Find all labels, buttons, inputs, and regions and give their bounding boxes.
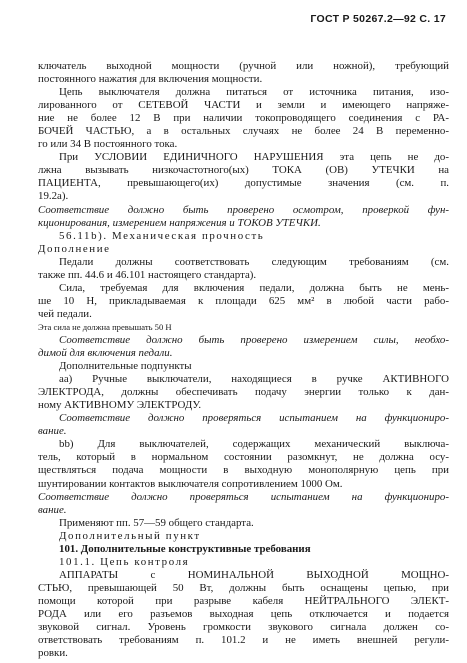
text-line: вание. bbox=[38, 425, 67, 438]
text-line: Соответствие должно проверяться испытанием на функциониро- bbox=[38, 490, 449, 503]
text-line: лжна вызывать низкочастотного(ых) ТОКА (ОВ) УТЕЧКИ на bbox=[38, 164, 449, 177]
text-line: звуковой сигнал. Уровень громкости звукового сигнала должен со- bbox=[38, 621, 449, 634]
text-line: 101.1. Цепь контроля bbox=[59, 555, 190, 568]
text-line: шунтировании контактов выключателя сопротивлением 1000 Ом. bbox=[38, 477, 343, 490]
text-line: лированного от СЕТЕВОЙ ЧАСТИ и земли и имеющего напряже- bbox=[38, 99, 449, 112]
text-line: Сила, требуемая для включения педали, должна быть не мень- bbox=[59, 281, 449, 294]
text-line: 19.2а). bbox=[38, 190, 69, 203]
text-line: Соответствие должно проверяться испытанием на функциониро- bbox=[59, 412, 449, 425]
text-line: помощи которой при разрыве кабеля НЕЙТРАЛЬНОГО ЭЛЕКТ- bbox=[38, 594, 449, 607]
text-line: димой для включения педали. bbox=[38, 347, 173, 360]
text-line: постоянного нажатия для включения мощности. bbox=[38, 73, 263, 86]
text-line: Соответствие должно быть проверено измерением силы, необхо- bbox=[59, 333, 449, 346]
text-line: ответствовать требованиям п. 101.2 и не иметь внешней регули- bbox=[38, 634, 449, 647]
text-line: ществляться подача мощности в выходную монополярную цепь при bbox=[38, 464, 449, 477]
text-line: ЭЛЕКТРОДА, должны обеспечивать подачу энергии только к дан- bbox=[38, 386, 449, 399]
text-line: Применяют пп. 57—59 общего стандарта. bbox=[59, 516, 254, 529]
page-header: ГОСТ Р 50267.2—92 С. 17 bbox=[310, 13, 446, 25]
text-line: Цепь выключателя должна питаться от источника питания, изо- bbox=[59, 86, 449, 99]
text-line: 56.11b). Механическая прочность bbox=[59, 229, 265, 242]
text-line: ключатель выходной мощности (ручной или ножной), требующий bbox=[38, 60, 449, 72]
document-body bbox=[38, 60, 449, 660]
text-line: кционирования, измерением напряжения и ТОКОВ УТЕЧКИ. bbox=[38, 216, 321, 229]
text-line: СТЬЮ, превышающей 50 Вт, должны быть оснащены цепью, при bbox=[38, 581, 449, 594]
text-line: ше 10 Н, прикладываемая к площади 625 мм² в любой части рабо- bbox=[38, 294, 449, 307]
text-line: чей педали. bbox=[38, 307, 92, 320]
text-line: bb) Для выключателей, содержащих механический выключа- bbox=[59, 438, 449, 451]
text-line: БОЧЕЙ ЧАСТЬЮ, а в остальных случаях не более 24 В переменно- bbox=[38, 125, 449, 138]
text-line: ровки. bbox=[38, 647, 68, 660]
text-line: Дополнительный пункт bbox=[59, 529, 201, 542]
text-line: Эта сила не должна превышать 50 Н bbox=[38, 321, 172, 332]
text-line: ному АКТИВНОМУ ЭЛЕКТРОДУ. bbox=[38, 399, 202, 412]
text-line: ПАЦИЕНТА, превышающего(их) допустимые значения (см. п. bbox=[38, 177, 449, 190]
text-line: ние не более 12 В при наличии токопроводящего соединения с РА- bbox=[38, 112, 449, 125]
text-line: РОДА или его разъемов выходная цепь отключается и подается bbox=[38, 607, 449, 620]
text-line: го или 34 В постоянного тока. bbox=[38, 138, 178, 151]
text-line: вание. bbox=[38, 503, 67, 516]
text-line: Дополнение bbox=[38, 242, 111, 255]
text-line: Соответствие должно быть проверено осмотром, проверкой фун- bbox=[38, 203, 449, 216]
text-line: Дополнительные подпункты bbox=[59, 360, 192, 373]
text-line: тель, который в нормальном состоянии разомкнут, не должна осу- bbox=[38, 451, 449, 464]
text-line: Педали должны соответствовать следующим требованиям (см. bbox=[59, 255, 449, 268]
text-line: АППАРАТЫ с НОМИНАЛЬНОЙ ВЫХОДНОЙ МОЩНО- bbox=[59, 568, 449, 581]
text-line: аа) Ручные выключатели, находящиеся в ручке АКТИВНОГО bbox=[59, 373, 449, 386]
text-line: При УСЛОВИИ ЕДИНИЧНОГО НАРУШЕНИЯ эта цепь не до- bbox=[59, 151, 449, 164]
text-line: 101. Дополнительные конструктивные требования bbox=[59, 542, 311, 555]
text-line: также пп. 44.6 и 46.101 настоящего стандарта). bbox=[38, 268, 257, 281]
